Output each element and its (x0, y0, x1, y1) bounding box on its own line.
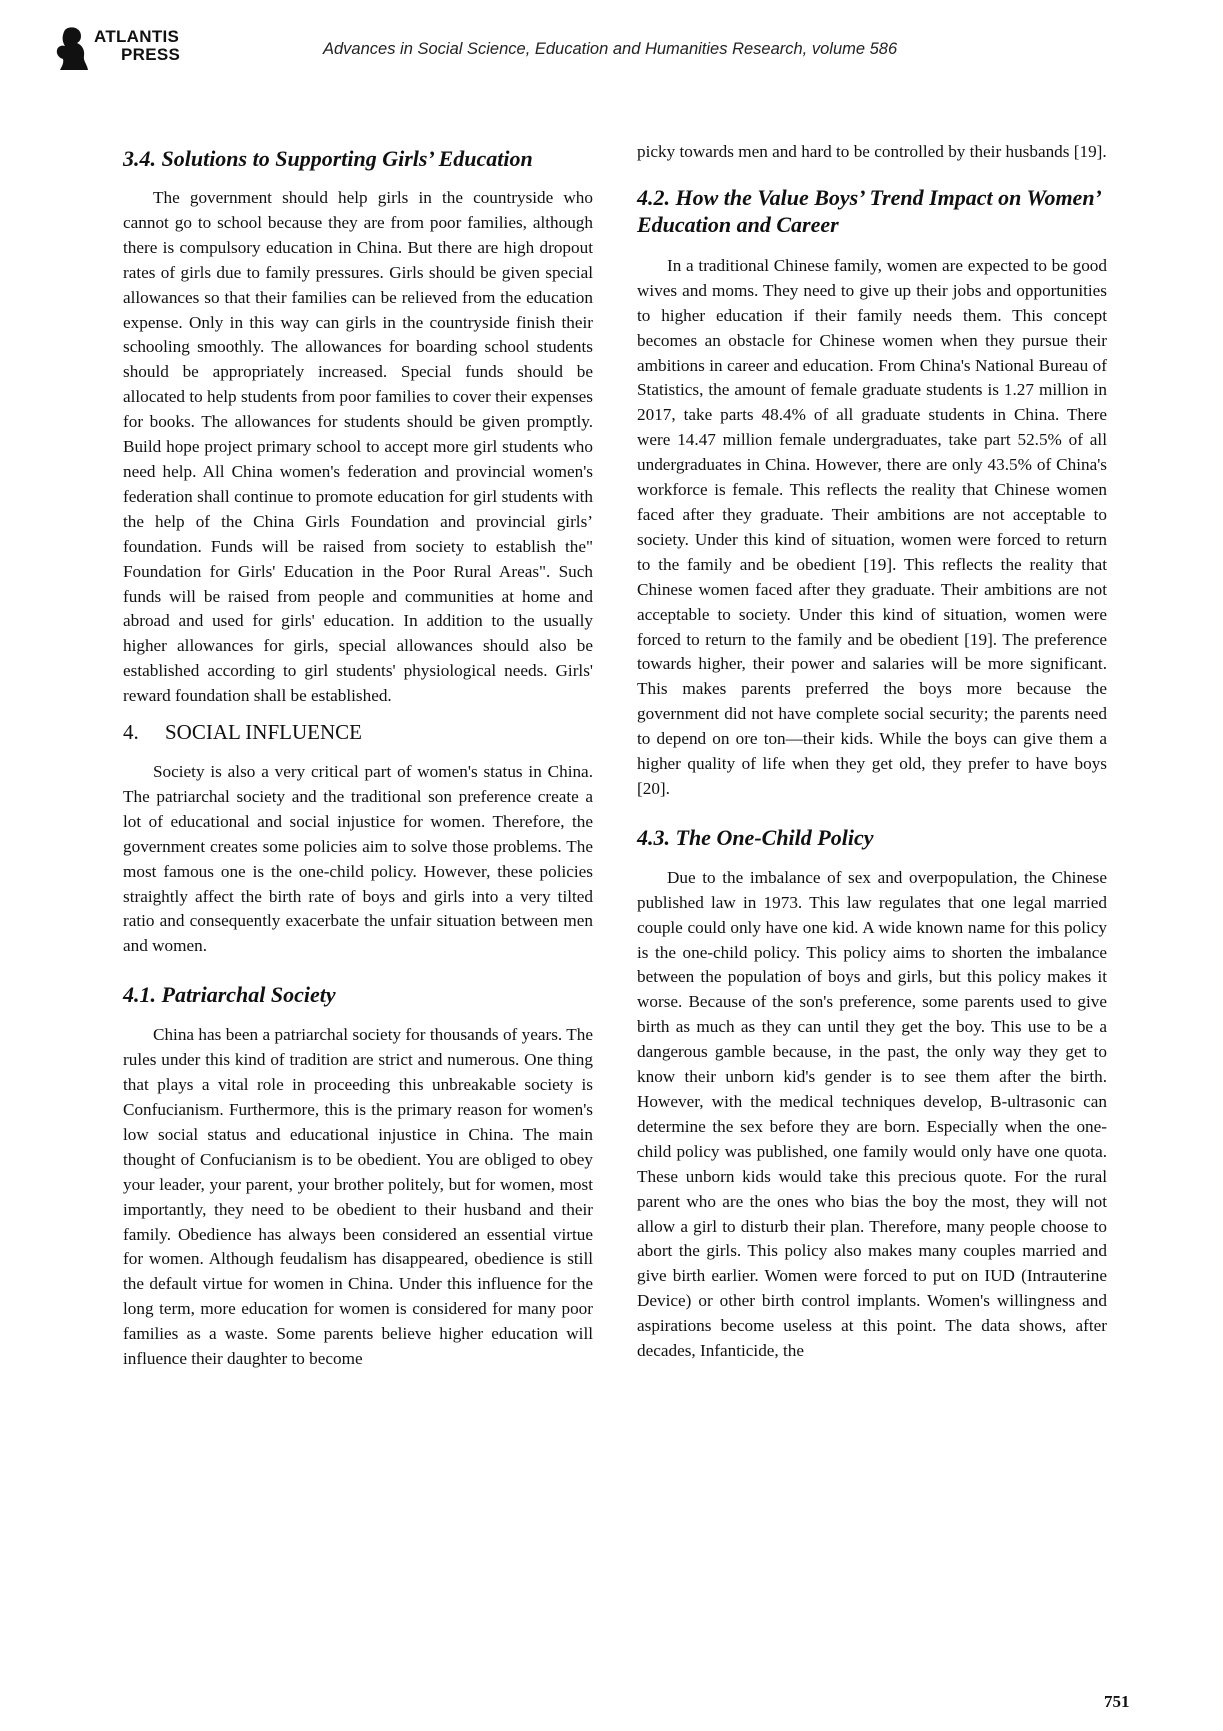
atlantis-press-logo (54, 26, 204, 74)
section-heading-4-2: 4.2. How the Value Boys’ Trend Impact on Women’ Education and Career (637, 184, 1101, 237)
paragraph-4: Society is also a very critical part of women's status in China. The patriarchal society and the traditional son preference create a lot of educational and social injustice for women. Therefore, the government creates some policies aim to solve those problems. The most famous one is the one-child policy. However, these policies straightly affect the birth rate of boys and girls into a very tilted ratio and consequently exacerbate the unfair situation between men and women. (123, 762, 593, 956)
paragraph-continued: picky towards men and hard to be controlled by their husbands [19]. (637, 142, 1107, 161)
section-number: 4. (123, 720, 139, 745)
logo-line1: ATLANTIS (94, 27, 180, 46)
section-heading-3-4: 3.4. Solutions to Supporting Girls’ Education (123, 146, 533, 171)
paragraph-3-4: The government should help girls in the countryside who cannot go to school because they are from poor families, although there is compulsory education in China. But there are high dropout rates of girls due to family pressures. Girls should be given special allowances so that their families can be relieved from the education expense. Only in this way can girls in the countryside finish their schooling smoothly. The allowances for boarding school students should be appropriately increased. Special funds should be allocated to help students from poor families to cover their expenses for books. The allowances for students should be given promptly. Build hope project primary school to accept more girl students who need help. All China women's federation and provincial women's federation shall continue to promote education for girl students with the help of the China Girls Foundation and provincial girls’ foundation. Funds will be raised from society to establish the" Foundation for Girls' Education in the Poor Rural Areas". Such funds will be raised from people and communities at home and abroad and used for girls' education. In addition to the usually higher allowances for girls, special allowances should also be established according to girl students' physiological needs. Girls' reward foundation shall be established. (123, 188, 593, 706)
right-column (637, 142, 1107, 1364)
paragraph-4-2: In a traditional Chinese family, women are expected to be good wives and moms. They need to give up their jobs and opportunities to higher education if their family needs them. This concept becomes an obstacle for Chinese women when they pursue their ambitions in career and education. From China's National Bureau of Statistics, the amount of female graduate students is 1.27 million in 2017, take parts 48.4% of all graduate students in China. There were 14.47 million female undergraduates, take part 52.5% of all undergraduates in China. However, there are only 43.5% of China's workforce is female. This reflects the reality that Chinese women faced after they graduate. Their ambitions are not acceptable to society. Under this kind of situation, women were forced to return to the family and be obedient [19]. This reflects the reality that Chinese women faced after they graduate. Their ambitions are not acceptable to society. Under this kind of situation, women were forced to return to the family and be obedient [19]. The preference towards higher, their power and salaries will be more significant. This makes parents preferred the boys more because the government did not have complete social security; the parents need to depend on ore ton—their kids. While the boys can give them a higher quality of life when they get old, they prefer to have boys [20]. (637, 255, 1107, 798)
thinker-silhouette-icon (54, 26, 90, 72)
left-column (123, 145, 593, 1372)
section-heading-4-1: 4.1. Patriarchal Society (123, 982, 336, 1008)
journal-title: Advances in Social Science, Education and Humanities Research, volume 586 (323, 40, 898, 58)
section-heading-4-3: 4.3. The One-Child Policy (637, 824, 874, 850)
page-number: 751 (1104, 1692, 1130, 1711)
page-header (0, 0, 1223, 90)
section-title: SOCIAL INFLUENCE (165, 720, 362, 745)
logo-line2: PRESS (121, 45, 181, 64)
paragraph-4-1: China has been a patriarchal society for thousands of years. The rules under this kind of tradition are strict and numerous. One thing that plays a vital role in proceeding this unbreakable society is Confucianism. Furthermore, this is the primary reason for women's low social status and educational injustice in China. The main thought of Confucianism is to be obedient. You are obliged to obey your leader, your parent, your brother politely, but for women, most importantly, they need to be obedient to their husband and their family. Obedience has always been considered an essential virtue for women. Although feudalism has disappeared, obedience is still the default virtue for women in China. Under this influence for the long term, more education for women is considered for many poor families as a waste. Some parents believe higher education will influence their daughter to become (123, 1025, 593, 1369)
paragraph-4-3: Due to the imbalance of sex and overpopulation, the Chinese published law in 1973. This law regulates that one legal married couple could only have one kid. A wide known name for this policy is the one-child policy. This policy aims to shorten the imbalance between the population of boys and girls, but this policy makes it worse. Because of the son's preference, some parents used to give birth as much as they can until they get the boy. This use to be a dangerous gamble because, in the past, the only way they get to know their unborn kid's gender is to see them after the birth. However, with the medical techniques develop, B-ultrasonic can determine the sex before they are born. Especially when the one-child policy was published, one family would only have one quota. These unborn kids would take this precious quote. For the rural parent who are the ones who bias the boy the most, they will not allow a girl to disturb their plan. Therefore, many people choose to abort the girls. This policy also makes many couples married and give birth earlier. Women were forced to put on IUD (Intrauterine Device) or other birth control implants. Women's willingness and aspirations become useless at this point. The data shows, after decades, Infanticide, the (637, 867, 1107, 1361)
section-heading-4 (123, 719, 593, 745)
